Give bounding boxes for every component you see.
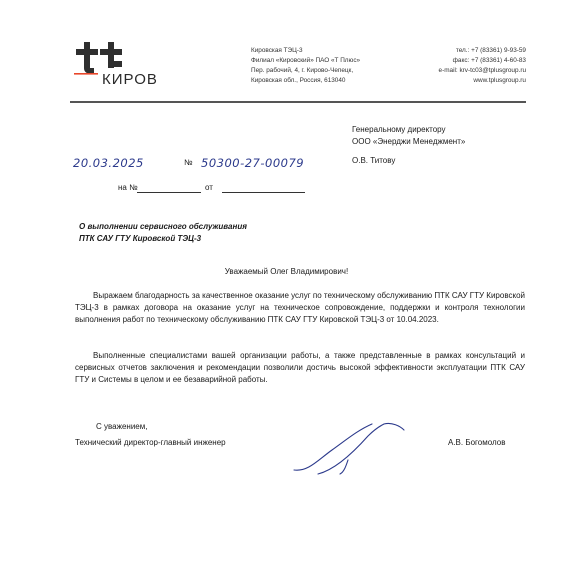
contact-email: e-mail: krv-tc03@tplusgroup.ru [438,67,526,74]
from-date-line [222,192,305,193]
addressee-name: О.В. Титову [352,156,396,165]
handwritten-signature [288,420,408,480]
letter-subject [79,221,247,245]
org-line: Кировская обл., Россия, 613040 [251,77,346,84]
contact-phone: тел.: +7 (83361) 9-93-59 [455,47,526,54]
org-line: Филиал «Кировский» ПАО «Т Плюс» [251,57,361,64]
addressee-line: Генеральному директору [352,125,446,134]
body-paragraph: Выполненные специалистами вашей организации работы, а также представленные в рамках консультаций и сервисных отчетов заключения и рекомендации позволили достичь высокой эффективности эксплуатации ПТК САУ ГТУ и Системы в целом и ее безаварийной работы. [75,351,525,384]
letter-date: 20.03.2025 [73,156,144,170]
org-line: Кировская ТЭЦ-3 [251,47,303,54]
logo-text: КИРОВ [102,71,158,88]
org-line: Пер. рабочий, 4, г. Кирово-Чепецк, [251,67,354,74]
signer-name: А.В. Богомолов [448,438,506,447]
organization-info [251,46,360,86]
number-label: № [184,158,193,167]
contact-fax: факс: +7 (83361) 4-60-83 [452,57,526,64]
subject-line: О выполнении сервисного обслуживания [79,222,247,231]
greeting: Уважаемый Олег Владимирович! [224,267,349,276]
body-paragraph: Выражаем благодарность за качественное оказание услуг по техническому обслуживанию ПТК САУ ГТУ Кировской ТЭЦ-3 в рамках договора на оказание услуг на техническое сопровождение, поддержки и контроля технологии выполнения работ по техническому обслуживанию ПТК САУ ГТУ Кировской ТЭЦ-3 от 10.04.2023. [75,291,525,324]
registration-number: 50300-27-00079 [201,156,305,170]
signer-position: Технический директор-главный инженер [75,438,226,447]
addressee-line: ООО «Энерджи Менеджмент» [352,137,466,146]
header-divider [70,101,526,103]
subject-line: ПТК САУ ГТУ Кировской ТЭЦ-3 [79,234,202,243]
in-reply-number-line [137,192,201,193]
from-label: от [205,183,213,192]
closing: С уважением, [96,422,148,431]
contact-info [396,46,526,86]
in-reply-label: на № [118,183,138,192]
addressee-block [352,124,465,148]
contact-website: www.tplusgroup.ru [473,77,526,84]
